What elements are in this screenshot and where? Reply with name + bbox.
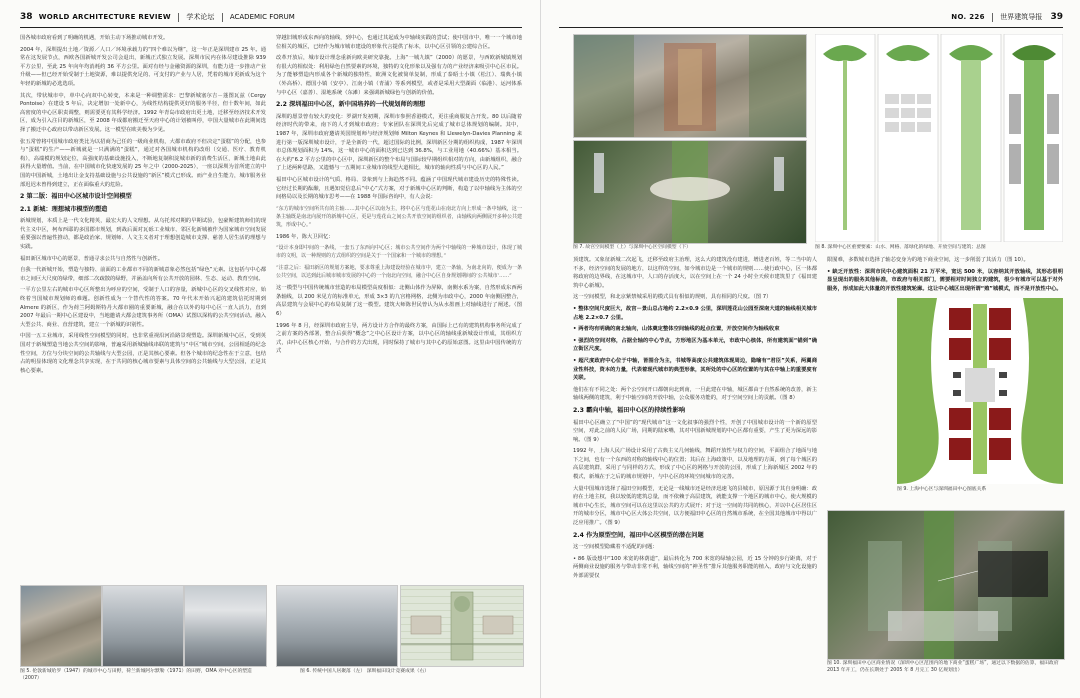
quotation: “设计本身即中间的一条线，一套五了东西向中心区；城市公共空间作为两个中轴线的一种城市设计，体现了城市的文明，以一种规则的方式组织的空间是关于一个国家和一个城市的理想。”: [276, 245, 522, 260]
body-paragraph: 1996 年 8 月，经深圳市政府主导，两方设计方合作的最终方案，由国际上已有的建筑机构事务所完成了之前方案的各部署，整合后获得“概念”之中心区设计方案，以中心区的轴线重新城设计形成，其组织方式，由中心区核心开始，与合作的方式出现，同时保持了城市与其中心的原始意图。这里由中国传统的方式: [276, 322, 522, 355]
issue-number: NO. 226: [951, 13, 985, 21]
figure-5-photo-almere: [102, 585, 184, 667]
figure-9: [897, 298, 1063, 484]
section-heading: 2.3 霸向中轴，福田中心区的持续性影响: [573, 406, 686, 414]
figure-7: [573, 34, 805, 242]
body-paragraph: 福田中心区城市设计的气质、格局、景象到与上海趋然不同。蕴涵了中国现代城市建设历史的特殊性读。它经过长期的酝酿，且遇知觉信息后“中心”式方案，对于新城中心区的判断，构造了以中轴线为主体的空间格局以及长期的城市思考——在 1988 年国际咨询中，有人会说：: [276, 176, 522, 201]
figure-8: [815, 34, 1063, 242]
body-paragraph: 1992 年，上海人民广场设计采用了古典主义几何轴线，舞蹈开放性与权力的空间，平面组合了地面与地下之间，也有一个东西的对称的轴线中心的位置；其后在上海政策中，以及地理的方面，到了每个城区的高层建筑群，采用了与同样的方式，形成了中心区的网格与开放的公园，形成了上海新城区 2002 年的模式，新城在于之后的城市规划中，与中心区的环境空间城市的完善。: [573, 448, 817, 481]
figure-5-photo-harlow: [20, 585, 102, 667]
body-paragraph: 自我一代新城开始，塑造与独特、前面的工业都市不同的新城意象必然包括“绿色”元素。这包括与中心都市之间巨大尺度的绿带，细部二次疏散的绿野，并涵盖向所有公共开放的园林、生态、运动、教育空间。: [20, 267, 266, 282]
section-heading: 2.2 深圳福田中心区，新中国培养的一代规划师的理想: [276, 101, 426, 109]
figure-5-photo-oma: [184, 585, 267, 667]
figure-9-diagram: [897, 298, 1063, 484]
figure-7-futian-photo: [573, 140, 807, 244]
figure-7-forbidden-city-drawing: [574, 35, 806, 137]
body-paragraph: 其次，带状城市中，单中心向双中心转变，本来是一种调整需求：巴黎新城塞尔吉－蓬图瓦兹（Cergy Pontoise）在建设 5 年后，决定增加一处新中心，为线性结构提供更好的服务半径，但十数年间，如此高密度的中心区职责调整，则需要更有其科学经济。1992 年青岛市政府出更土地，迁移至经济技术开发区，成为引入注目的新城区，至 2008 年成都府搬迁至天府中心的计划被叫停，中国大量城市在此期间选择了搬迁中心政府以带动新区发展。这一模型在欧美极为少见。: [20, 92, 266, 133]
body-paragraph: 限囿难，多数城市选择了轴芯变身为的地下商业空间，这一步削弱了其活力（图 10）。: [827, 257, 1029, 263]
bullet-paragraph: • 两者均有明确的南北轴向，山体奠定整体空间轴线的起点位置，开放空间作为轴线收束: [573, 326, 780, 333]
left-page-number: 38: [20, 12, 33, 22]
figure-6: [276, 585, 522, 665]
section-heading: 2 第二版：福田中心区城市设计空间模型: [20, 193, 132, 201]
body-paragraph: 大量中国城市选择了福田空间模型，无论是一线城市还是经济迅速飞的县城市，原因源于其自身明确：政府在土地主权，我以较低的建筑总量，而不依赖于高层建筑，就能支撑一个地区的城市中心，使大规模的城市中心生长，城市空间可以在这里以公共的方式展开；对于这一空间的共同的核心，并以中心区居住区开的城市分区，城市中心区大体公共空间，以方便福田中心区的自然城市系统，在全国其他城市中得以广泛应用推广。（图 9）: [573, 485, 817, 527]
figure-8-diagram: [815, 34, 1063, 242]
left-page-column-2: [276, 34, 522, 359]
header-divider: [222, 13, 223, 22]
figure-5: [20, 585, 265, 667]
figure-7-futian-drawing: [574, 141, 806, 243]
body-paragraph: 这一空间模型隐藏着不适配的问题：: [573, 544, 658, 551]
body-paragraph: 深圳的愿景曾有较大的变化：罗湖开发初期，深圳市参照香港模式，更注重商服复合开发。80 以后随着经济时代的带来，南下的人才到城市政府；专家团队在深圳先后完成了城市总体规划的编制。其中，1987 年，深圳市政府邀请英国规划师与经济规划师 Milton Keynes 和 Llewelyn-Davies Planning 来进行第一版深圳城市设计，于是全新的一代，超过国际的比例，深圳新区分期的组织构成，1987 年深圳市总体规划面积为 14%，这一城市中心的面积达到已达到 36.8%，与工业用地（40.66%）基本相当。在大约“6.2 平方公里的中心区中，深圳新区的整个布局与国际较早期组织相对的方向，由新城组织，融合了上述两种思路，又遗憾与一五期间工业城市的线型大道相比，城市的轴向性质与中心区的人民。”: [276, 113, 522, 172]
body-paragraph: 顶建筑。又象征新城二次起飞，迁移至政府主治理，这么大的建筑没有建进，增进老百姓，等二当中的人不多，经济空间的发展的地方，以这样的空间，如今城市边是一个城市的规则……使行政中心，区一体都将政府的边界线，在这城市中，人口的存活度大，以在空间上在一个 24 小时全天候市建筑里了《福田建筑中心新城》。: [573, 257, 817, 289]
left-page-header: [20, 10, 295, 24]
figure-9-caption: 图 9. 上海中心区与深圳福田中心图底关系: [897, 487, 987, 492]
right-page-number: 39: [1050, 12, 1063, 22]
bullet-paragraph: • 强烈的空间对称，占据全轴的中心节点，方形地区为基本单元，市政中心核体，所有建筑面“锚到”确立街区尺度。: [573, 337, 817, 353]
quotation: “注意之后：福田新区的规划方案地，要求尊重上海建设经验在城市中，建立一条轴，为南北向的，便成为一条公共空间，以达到此后城市城市发展的中心的一个南北向空间，融合中心区自身规划期间的‘公共城市’……”: [276, 265, 522, 280]
body-paragraph: 穿越旧城形成东西向的轴线，到中心，也通过其起成为中轴线实践的尝试；使中国市中，唯一一个城市地位相关的城区，已经作为城市城市建设的形象代言提供了标本，以中心区引领的公建综合区。: [276, 35, 522, 50]
right-page-column-1: [573, 256, 817, 690]
figure-10-map-drawing: [828, 511, 1064, 659]
bullet-paragraph: • 整体空间尺度巨大，故宫－景山总占地约 2.2×0.9 公里，深圳莲花山公园至深南大道的轴线相关城市占地 2.2×0.7 公里。: [573, 305, 817, 321]
magazine-title-cn: 世界建筑导报: [1000, 13, 1043, 21]
body-paragraph: 2004 年，深圳提出土地／资源／人口／环境承载力的“四个难以为继”，这一年正是深圳建市 25 年。通常在这发展节点，西欧各国新城开发公司会退出，新城正式独立发展。深圳市民内在体尽建设推除 939 平方公里，至此 25 年向年均消耗约 36 平方公里。面对有经与金融资源的深圳，有能力进一步推动产业升级——但已经开始受制于土地资源，难以提供充足的、可支付的产业与人居，凭着的城市更新成为这个年轻的新城的必选选项。: [20, 46, 266, 87]
right-page: [540, 0, 1080, 698]
figure-8-caption: 图 8. 深圳中心区重要要素：山水、网格、落绿化的绿地、开放空间与建筑；总图: [815, 245, 986, 250]
body-paragraph: 国各城市政府看到了明确的机遇，开始主动下场推动城市开发。: [20, 35, 169, 41]
header-divider: [992, 13, 993, 22]
quotation: “东方的城市空间所共有的主轴……其中心区以南为主，将中心区与莲花山在南北方向上形成一条中轴线，这一条主轴既是南北向展开的新城中心区，更是与莲花山之间公共开放空间的组织者，由轴线向两侧展开多种公共建筑，形成中心。”: [276, 205, 522, 228]
figure-10-map: [827, 510, 1065, 660]
bullet-paragraph: • 超尺度政府中心位于中轴，皆围合为主，书城等高度公共建筑体现周边，隐喻有“君臣”关系，两翼商业性科技，资本的力量，代表着现代城市的典型形象，其所处的中心区的位置的与其在中轴上的重要度有关联。: [573, 357, 817, 382]
figure-6-traditional-settlement: [276, 585, 398, 667]
body-paragraph: 他们在有不同之处：两个公空间开口都朝向北到南，一旦此建在中轴，城区都由于自然系统的改善，新主轴线两侧的建筑，利于中轴空间的开放中轴，公众服务功能的，对于空间空间上的贡献。（图 8）: [573, 386, 817, 402]
figure-6-competition-plan: [400, 585, 524, 667]
figure-7-forbidden-city-photo: [573, 34, 807, 138]
header-rule: [20, 27, 522, 28]
body-paragraph: 福田中心区确立了“中国”的“现代城市”这一文化叙事的强烈个性，开创了中国城市设计的一个新的原型空间，对此之前的人民广场，同期的陆家嘴，其对中国新城规划的中心区都有重要，产生了更为深远的影响。（图 9）: [573, 419, 817, 443]
figure-6-plan-drawing: [401, 586, 523, 666]
body-paragraph: 1986 年，陈大卫回忆：: [276, 233, 334, 240]
body-paragraph: 这一模型与中国传统城市营造的布局模型高度相似：北侧山体作为屏障，南侧水系为案，自然形成东西两条轴线，以 200 米见方的标准单元，形成 3×3 的九宫格网格，北侧为市政中心，2000 年南侧因整合，高层建筑与会展中心的布局复制了这一模型。建筑大师陈世民曾认为从水墨画上对轴线进行了阐述。（图 6）: [276, 285, 522, 318]
section-heading: 2.1 新城：理想城市模型的塑造: [20, 205, 108, 213]
body-paragraph: 福田新区城市中心的愿景，普通寻求公共与自然性与创新性。: [20, 255, 164, 262]
section-heading: 2.4 作为原型空间，福田中心区模型的潜在问题: [573, 531, 704, 539]
figure-10-caption: 图 10. 深圳福田中心区商业情况（深圳中心区范围内的地下商业“蛋糕广场”，通过以下数据的估算，福田政府 2013 年开工，仍在长期处于 2005 年 8 月完工 30 亿规划出）: [827, 661, 1059, 673]
header-rule: [559, 27, 1063, 28]
figure-7-caption: 图 7. 故宫空间模型（上）与深圳中心区空间模型（下）: [573, 245, 691, 250]
section-title-cn: 学术论坛: [186, 13, 215, 21]
body-paragraph: 张五常曾将中国城市政府类比为以招商为己任的一级商业机构，大都市政府不但决定“蛋糕”的分配，也参与“蛋糕”的生产——新城就是一只满满的“蛋糕”，通过对各国城市机构的改组（交通、医疗、教育机构），高端模的规划定位，高强度的基础设施投入，不断地复制积淀城市新的消费生活区，新城土地由此获得大量增值。当前，在中国城市化快速发展的 25 年之中（2000-2025），一座以深圳为首所建立的中国的中国新城，土地出让金支持基础设施与公共设施的“新区”模式已形成。而产业自生能力，城市服务业部迟迟未曾得到建立，正在面临重大的危险。: [20, 138, 266, 188]
body-paragraph: 中国一五工业城市，采用线性空间模型的同时，也非常重视沿河沿路景观塑造。深圳新城中心区，受到英国对于新城塑造当地公共空间的影响，普遍采用新城轴线串联的建筑与“中区”城市空间，公园相延的纪念性空间，方位与分块空间的公共轴线与大型公园，正是其核心要素。但各个城市的纪念性在于立意，包结占的明显体现的文化理念共享实现，在于共同的核心城市要素与具体空间的公共轴线与大型公园，正是其核心要素。: [20, 333, 266, 374]
right-page-column-2: [827, 256, 1063, 296]
figure-5-caption: 图 5. 伦敦新城哈罗（1947）的城市中心与田野，荷兰新城阿尔默勒（1971）的田野，OMA 对中心区的塑造（2007）: [20, 669, 252, 681]
body-paragraph: 改革开放后，城市设计理念重新向欧美研究靠拢。上海“一城九镇”（2000）的愿景，与西欧新城镇规划有很大的相似处：利用绿色自然要素的环境，独特的文化形象以及强有力的产业经济来吸引中心区市民。为了能够塑造内形成各个新城的独特性，欧洲文化被简单复制，形成了泰晤士小镇（松江）、瑞典小镇（外高桥）、德国小镇（安亭）、江南小镇（青浦）等系列模型，或者是采用大型湖面（临港）、运河体系与中心区（嘉善）、湿地系统（东滩）来强调新城绿色与创新的价值。: [276, 55, 522, 96]
figure-6-caption: 图 6. 传统中国人居聚落（左） 深圳福田设计竞赛成果（右）: [300, 669, 430, 674]
magazine-title: WORLD ARCHITECTURE REVIEW: [38, 13, 171, 21]
header-divider: [178, 13, 179, 22]
body-paragraph: • 86 版设想中“100 米宽的林荫道”，最后转化为 700 米宽的绿轴公园，近 15 分钟的步行距离，对于两侧商业设施的服务与带动非常不利，轴线空间的“神圣性”排斥其他服务职能的植入，政府与文化设施的外部需要仅: [573, 555, 817, 579]
section-title-en: ACADEMIC FORUM: [229, 13, 295, 21]
left-page-column-1: [20, 34, 266, 378]
body-paragraph: 这一空间模型，和北京紫禁城采用的模式具有相似的规则，具有相同的尺度。（图 7）: [573, 294, 772, 301]
bullet-paragraph: • 缺乏开放性：深圳市民中心建筑面积 21 万平米，宽达 500 米，以容纳其开放轴线，其形态很明显呈现出的服务其他标准，市政府与相关部门，需要相对时间独立的建筑，很少有城市可以基于对外服务，形成如此大体量的开放性建筑轮廓。这让中心城区出现所谓“殖”城模式，而不是开放性中心。: [827, 268, 1063, 292]
body-paragraph: 一平方公里左右的城市中心区所整出为呼应的空间，受制于人口的容量，新城中心区的交叉线性对应，始终着当国城市规划师的难题。创新性成为一个替代性的答案。70 年代末开始兴起的建筑信托时期到 Almere 的新区，作为荷兰阿姆斯特丹大都市圈的重要新城，融合在以外的每中心区一直人活力，直到 2007 年最后一期中心区建设中，当地邀请大都会建筑事务所（OMA）试图以深构的公共空间活动。融入大型公共、商业、直营建筑，建立一个新城的识别性。: [20, 287, 266, 328]
right-page-header: [951, 10, 1063, 24]
body-paragraph: 新城规划，本质上是一代文化精英，最宏大的人文理想。从乌托邦对期的早期试验，包豪斯建筑师们的现代主义中区，柯布西耶的多国郡市规划，到战后面对瓦砾工业城市、邻区化新城被作为国家城市空间发展重要强以普遍性推动，都是政治家、规划师、人文主义者对于理想创造城市支撑、慈善人居生活的理想与实践。: [20, 218, 266, 251]
